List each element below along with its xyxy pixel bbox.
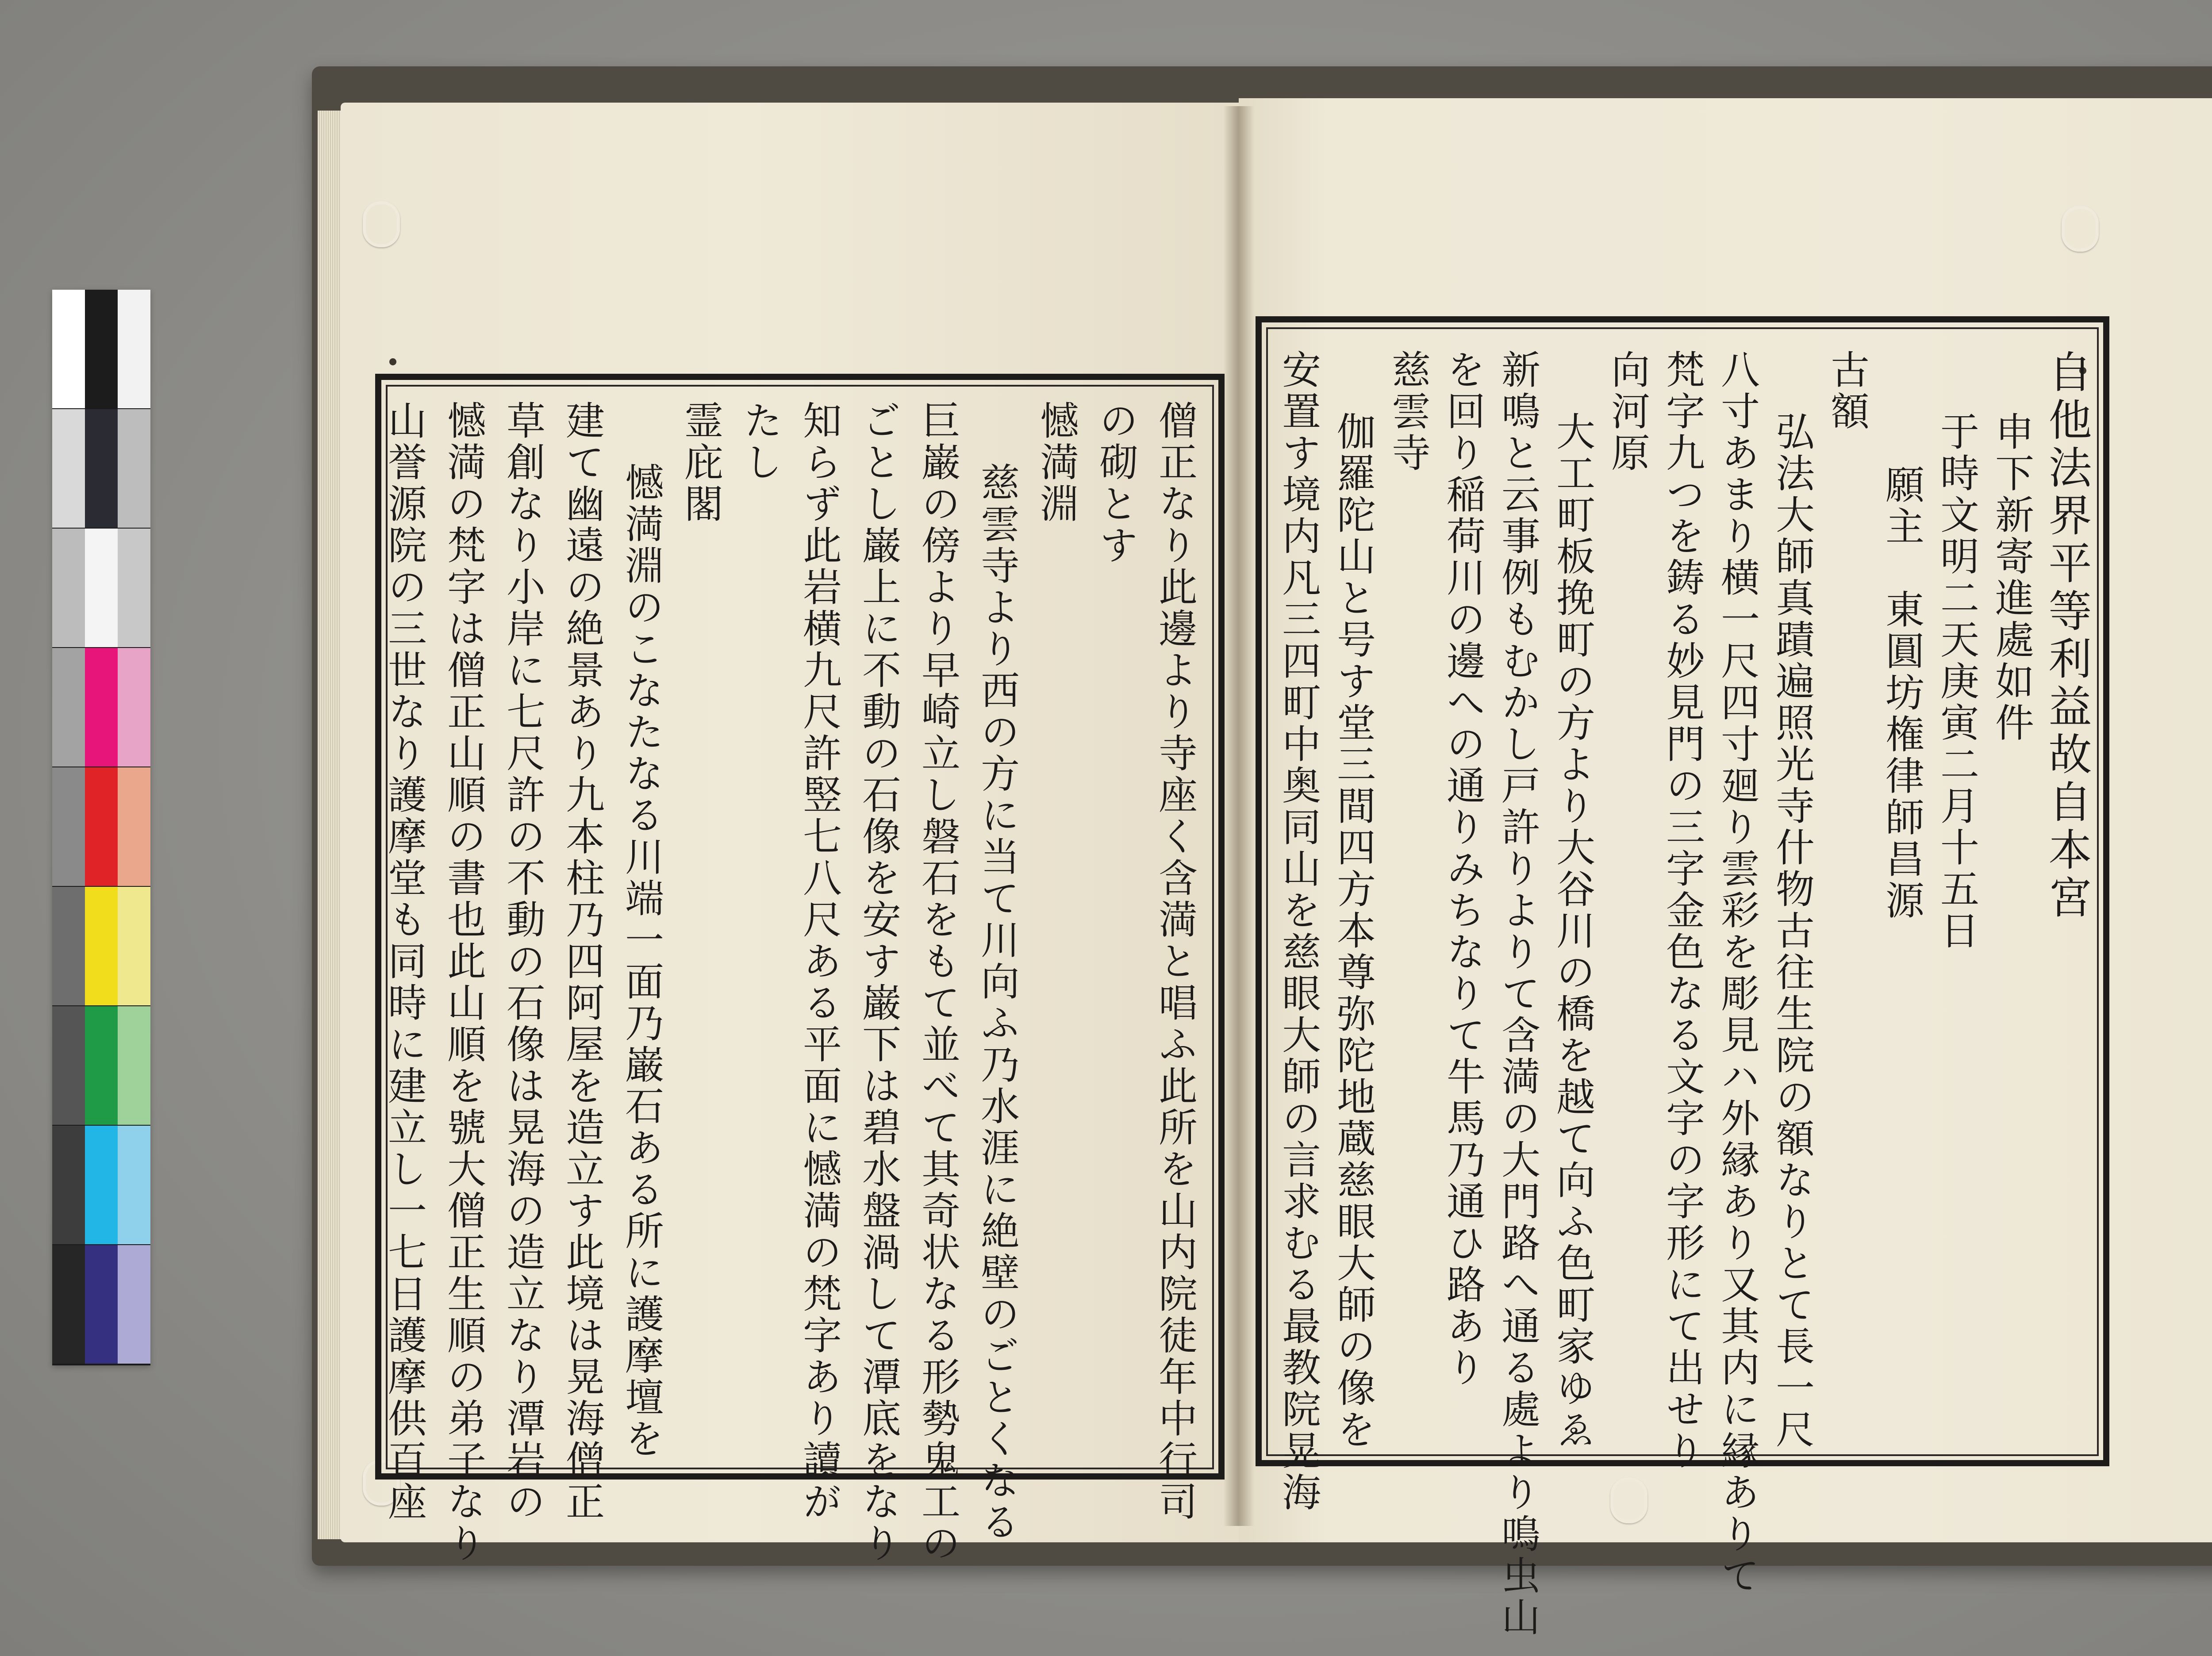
text-column: 願主 東圓坊権律師昌源 [1879,464,1925,922]
checker-patch [52,409,85,528]
text-column: 向河原 [1605,349,1651,474]
text-column: 憾満の梵字は僧正山順の書也此山順を號大僧正生順の弟子なり [441,400,487,1564]
text-column: 伽羅陀山と号す堂三間四方本尊弥陀地蔵慈眼大師の像を [1331,411,1376,1451]
checker-patch [52,529,85,647]
text-column: 憾満淵 [1034,400,1079,525]
checker-patch [85,767,118,886]
checker-patch [85,1245,118,1364]
checker-patch [52,1006,85,1125]
checker-patch [52,1245,85,1364]
checker-patch [118,409,150,528]
text-column: 草創なり小岸に七尺許の不動の石像は晃海の造立なり潭岩の [500,400,546,1523]
checker-patch [118,1006,150,1125]
text-column: 建て幽遠の絶景あり九本柱乃四阿屋を造立す此境は晃海僧正 [560,400,605,1523]
checker-patch [118,529,150,647]
stitch-hole [389,358,396,365]
checker-patch [52,1126,85,1244]
checker-patch [52,767,85,886]
text-column: 僧正なり此邊より寺座く含満と唱ふ此所を山内院徒年中行司 [1152,400,1198,1523]
text-column: 梵字九つを鋳る妙見門の三字金色なる文字の字形にて出せり [1660,349,1705,1472]
text-column: 山誉源院の三世なり護摩堂も同時に建立し一七日護摩供百座 [382,400,427,1523]
text-column: 古額 [1824,349,1870,433]
text-column: たし [737,400,783,483]
checker-patch [85,887,118,1005]
checker-patch [85,290,118,408]
checker-patch [118,1126,150,1244]
checker-patch [52,648,85,767]
checker-patch [85,1126,118,1244]
text-column: 慈雲寺より西の方に当て川向ふ乃水涯に絶壁のごとくなる [975,462,1020,1543]
text-column: を回り稲荷川の邊への通りみちなりて牛馬乃通ひ路あり [1440,349,1486,1389]
checker-patch [52,887,85,1005]
text-column: 申下新寄進處如件 [1989,411,2035,744]
checker-patch [52,290,85,408]
text-column: 慈雲寺 [1386,349,1431,474]
checker-patch [85,1006,118,1125]
color-checker-strip [52,290,150,1365]
checker-patch [85,409,118,528]
left-binding-thread-top [363,201,400,247]
text-column: 安置す境内凡三四町中奥同山を慈眼大師の言求むる最教院晃海 [1276,349,1321,1514]
text-column: の砌とす [1093,400,1139,567]
checker-patch [118,290,150,408]
text-column: 憾満淵のこなたなる川端一面乃巌石ある所に護摩壇を [619,462,664,1460]
text-column: 知らず此岩横九尺許竪七八尺ある平面に憾満の梵字あり讀が [797,400,842,1523]
text-column: 八寸あまり横一尺四寸廻り雲彩を彫見ハ外縁あり又其内に縁ありて [1715,349,1760,1597]
text-column: 新鳴と云事例もむかし戸許りよりて含満の大門路へ通る處より鳴虫山 [1495,349,1541,1638]
checker-patch [85,529,118,647]
right-binding-thread-bottom [1610,1477,1647,1523]
text-column: 于時文明二天庚寅二月十五日 [1934,411,1980,952]
text-column: 霊庇閣 [678,400,724,525]
checker-patch [118,887,150,1005]
book-gutter [1223,106,1254,1526]
text-column: ごとし巌上に不動の石像を安す巌下は碧水盤渦して潭底をなり [856,400,902,1564]
checker-patch [118,767,150,886]
checker-patch [118,1245,150,1364]
right-binding-thread-top [2062,206,2099,252]
checker-patch [85,648,118,767]
text-column: 自他法界平等利益故自本宮 [2041,349,2092,923]
checker-patch [118,648,150,767]
text-column: 弘法大師真蹟遍照光寺什物古往生院の額なりとて長一尺 [1770,411,1815,1451]
text-column: 大工町板挽町の方より大谷川の橋を越て向ふ色町家ゆゑ [1550,411,1596,1451]
text-column: 巨巌の傍より早崎立し磐石をもて並べて其奇状なる形勢鬼工の [915,400,961,1564]
